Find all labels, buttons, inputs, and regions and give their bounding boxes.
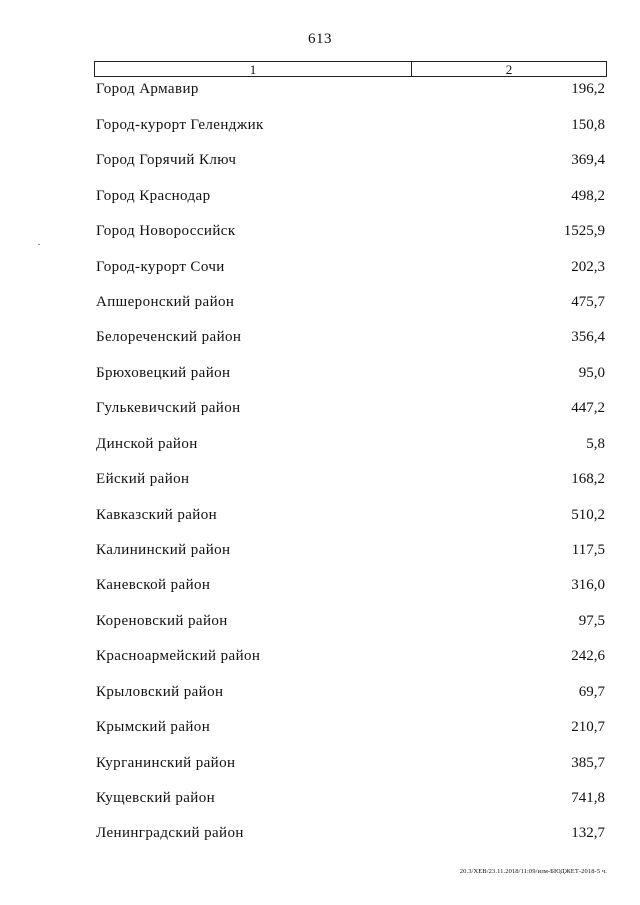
column-header-2: 2 bbox=[505, 61, 513, 77]
table-row bbox=[96, 398, 605, 418]
table-row bbox=[96, 434, 605, 454]
row-name: Город-курорт Сочи bbox=[96, 258, 225, 275]
table-row bbox=[96, 150, 605, 170]
row-value: 210,7 bbox=[571, 718, 605, 735]
row-name: Кущевский район bbox=[96, 789, 216, 806]
table-row bbox=[96, 363, 605, 383]
row-value: 95,0 bbox=[578, 364, 605, 381]
row-name: Ленинградский район bbox=[96, 824, 244, 841]
page-number: 613 bbox=[308, 31, 332, 47]
row-value: 447,2 bbox=[571, 399, 605, 416]
row-value: 69,7 bbox=[578, 683, 605, 700]
row-name: Динской район bbox=[96, 435, 198, 452]
row-value: 475,7 bbox=[571, 293, 605, 310]
row-value: 150,8 bbox=[571, 116, 605, 133]
table-row bbox=[96, 717, 605, 737]
row-value: 5,8 bbox=[586, 435, 605, 452]
row-value: 97,5 bbox=[578, 612, 605, 629]
table-row bbox=[96, 79, 605, 99]
row-value: 498,2 bbox=[571, 187, 605, 204]
row-name: Город Армавир bbox=[96, 80, 199, 97]
row-value: 369,4 bbox=[571, 151, 605, 168]
row-value: 168,2 bbox=[571, 470, 605, 487]
table-row bbox=[96, 221, 605, 241]
row-name: Ейский район bbox=[96, 470, 190, 487]
row-value: 132,7 bbox=[571, 824, 605, 841]
row-name: Город-курорт Геленджик bbox=[96, 116, 264, 133]
row-name: Город Горячий Ключ bbox=[96, 151, 237, 168]
row-name: Брюховецкий район bbox=[96, 364, 231, 381]
row-name: Красноармейский район bbox=[96, 647, 261, 664]
table-row bbox=[96, 646, 605, 666]
row-value: 1525,9 bbox=[563, 222, 605, 239]
document-footer-code: 20.3/ХЕВ/23.11.2018/11:09/изм-БЮДЖЕТ-2018-5 ч. bbox=[459, 868, 607, 875]
row-value: 510,2 bbox=[571, 506, 605, 523]
table-row bbox=[96, 682, 605, 702]
row-value: 117,5 bbox=[571, 541, 605, 558]
column-header-table bbox=[94, 61, 607, 77]
table-row bbox=[96, 575, 605, 595]
row-name: Белореченский район bbox=[96, 328, 242, 345]
row-value: 196,2 bbox=[571, 80, 605, 97]
row-name: Кавказский район bbox=[96, 506, 218, 523]
row-name: Город Новороссийск bbox=[96, 222, 236, 239]
table-row bbox=[96, 611, 605, 631]
table-row bbox=[96, 257, 605, 277]
table-row bbox=[96, 788, 605, 808]
row-name: Гулькевичский район bbox=[96, 399, 241, 416]
row-value: 741,8 bbox=[571, 789, 605, 806]
column-header-1: 1 bbox=[95, 62, 412, 76]
table-row bbox=[96, 540, 605, 560]
row-value: 385,7 bbox=[571, 754, 605, 771]
margin-mark bbox=[38, 244, 40, 245]
table-row bbox=[96, 115, 605, 135]
row-name: Крыловский район bbox=[96, 683, 224, 700]
row-name: Город Краснодар bbox=[96, 187, 211, 204]
table-row bbox=[96, 292, 605, 312]
table-row bbox=[96, 469, 605, 489]
table-row bbox=[96, 823, 605, 843]
row-name: Кореновский район bbox=[96, 612, 228, 629]
row-name: Калининский район bbox=[96, 541, 231, 558]
table-row bbox=[96, 186, 605, 206]
row-value: 316,0 bbox=[571, 576, 605, 593]
row-value: 242,6 bbox=[571, 647, 605, 664]
row-name: Апшеронский район bbox=[96, 293, 235, 310]
table-row bbox=[96, 327, 605, 347]
table-row bbox=[96, 505, 605, 525]
row-name: Курганинский район bbox=[96, 754, 236, 771]
row-name: Каневской район bbox=[96, 576, 211, 593]
row-name: Крымский район bbox=[96, 718, 211, 735]
row-value: 356,4 bbox=[571, 328, 605, 345]
row-value: 202,3 bbox=[571, 258, 605, 275]
table-row bbox=[96, 753, 605, 773]
